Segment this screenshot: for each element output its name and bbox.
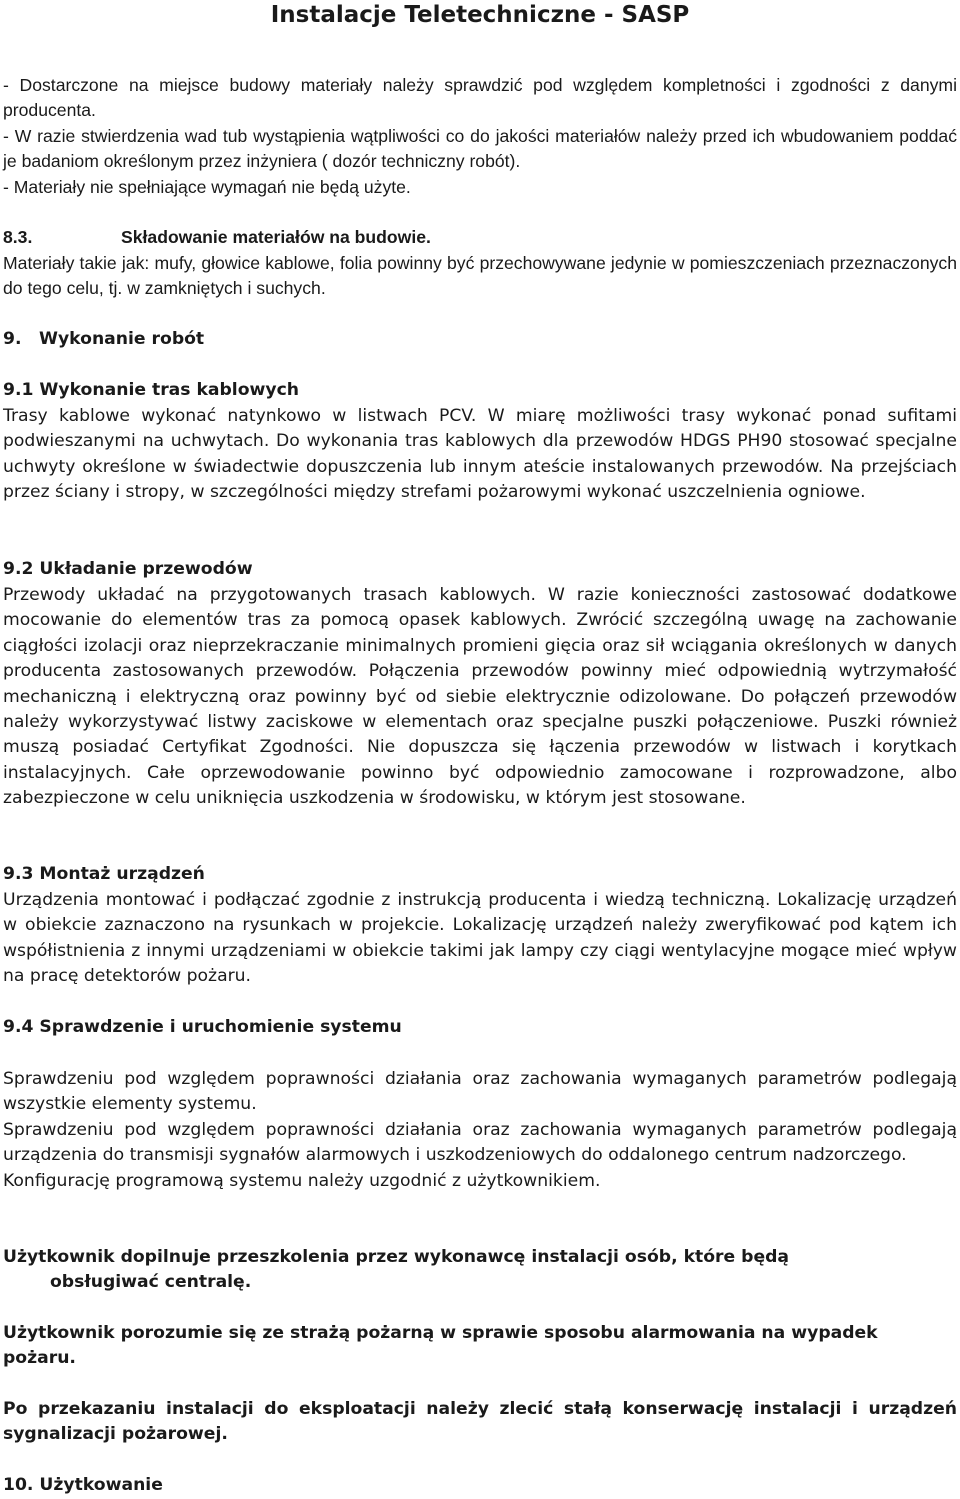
section-9-2-title: 9.2 Układanie przewodów <box>3 559 253 579</box>
section-9-2-text: Przewody układać na przygotowanych trasach kablowych. W razie konieczności zastosować dodatkowe mocowanie do elementów tras za pomocą opasek kablowych. Zwrócić szczególną uwagę na zachowanie ciągłości izolacji oraz nieprzekraczanie minimalnych promieni gięcia oraz sił wciągania określonych w danych producenta zastosowanych przewodów. Połączenia przewodów powinny mieć odpowiednią wytrzymałość mechaniczną i elektryczną oraz powinny być od siebie elektrycznie odizolowane. Do połączeń przewodów należy wykorzystywać listwy zaciskowe w elementach oraz specjalne puszki połączeniowe. Puszki również muszą posiadać Certyfikat Zgodności. Nie dopuszcza się łączenia przewodów w listwach i korytkach instalacyjnych. Całe oprzewodowanie powinno być odpowiednio zamocowane i rozprowadzone, albo zabezpieczone w celu uniknięcia uszkodzenia w środowisku, w którym jest stosowane. <box>3 585 957 809</box>
intro-paragraph-2: - W razie stwierdzenia wad tub wystąpienia wątpliwości co do jakości materiałów należy przed ich wbudowaniem poddać je badaniom określonym przez inżyniera ( dozór techniczny robót). <box>3 125 957 172</box>
intro-paragraph-3: - Materiały nie spełniające wymagań nie będą użyte. <box>3 176 411 197</box>
section-8-3-title: Składowanie materiałów na budowie. <box>121 227 431 247</box>
intro-block <box>3 73 957 200</box>
intro-paragraph-1: - Dostarczone na miejsce budowy materiały należy sprawdzić pod względem kompletności i zgodności z danymi producenta. <box>3 75 957 121</box>
section-9-title: Wykonanie robót <box>39 329 205 349</box>
section-9-1-text: Trasy kablowe wykonać natynkowo w listwach PCV. W miarę możliwości trasy wykonać ponad sufitami podwieszanymi na uchwytach. Do wykonania tras kablowych dla przewodów HDGS PH90 stosować specjalne uchwyty określone w świadectwie dopuszczenia lub innym ateście instalowanych przewodów. Na przejściach przez ściany i stropy, w szczególności między strefami pożarowymi wykonać uszczelnienia ogniowe. <box>3 406 957 503</box>
section-9-4-title: 9.4 Sprawdzenie i uruchomienie systemu <box>3 1017 402 1037</box>
section-10-title: 10. Użytkowanie <box>3 1475 163 1495</box>
section-9-4-body <box>3 1067 957 1194</box>
section-9-4-paragraph-1: Sprawdzeniu pod względem poprawności działania oraz zachowania wymaganych parametrów podlegają wszystkie elementy systemu. <box>3 1069 957 1115</box>
section-8-3-text: Materiały takie jak: mufy, głowice kablowe, folia powinny być przechowywane jedynie w pomieszczeniach przeznaczonych do tego celu, tj. w zamkniętych i suchych. <box>3 253 957 299</box>
section-9-4-paragraph-3: Konfigurację programową systemu należy uzgodnić z użytkownikiem. <box>3 1170 601 1191</box>
note-maintenance: Po przekazaniu instalacji do eksploatacji należy zlecić stałą konserwację instalacji i urządzeń sygnalizacji pożarowej. <box>3 1399 957 1445</box>
section-8-3-number: 8.3. <box>3 227 33 247</box>
note-fire-brigade: Użytkownik porozumie się ze strażą pożarną w sprawie sposobu alarmowania na wypadek pożaru. <box>3 1323 878 1369</box>
note-training-line-1: Użytkownik dopilnuje przeszkolenia przez wykonawcę instalacji osób, które będą <box>3 1247 790 1267</box>
section-8-3-heading <box>3 225 957 250</box>
note-training-line-2: obsługiwać centralę. <box>50 1272 252 1293</box>
section-9-number: 9. <box>3 329 22 349</box>
section-9-heading <box>3 327 957 352</box>
section-9-4-paragraph-2: Sprawdzeniu pod względem poprawności działania oraz zachowania wymaganych parametrów podlegają urządzenia do transmisji sygnałów alarmowych i uszkodzeniowych do oddalonego centrum nadzorczego. <box>3 1119 957 1166</box>
section-9-3-text: Urządzenia montować i podłączać zgodnie z instrukcją producenta i wiedzą techniczną. Lokalizację urządzeń w obiekcie zaznaczono na rysunkach w projekcie. Lokalizację urządzeń należy zweryfikować pod kątem ich współistnienia z innymi urządzeniami w obiekcie takimi jak lampy czy ciągi wentylacyjne mogące mieć wpływ na pracę detektorów pożaru. <box>3 890 957 987</box>
section-9-3-title: 9.3 Montaż urządzeń <box>3 864 205 884</box>
section-9-1-title: 9.1 Wykonanie tras kablowych <box>3 380 300 400</box>
note-training <box>3 1245 957 1296</box>
page-header-title: Instalacje Teletechniczne - SASP <box>270 2 690 28</box>
